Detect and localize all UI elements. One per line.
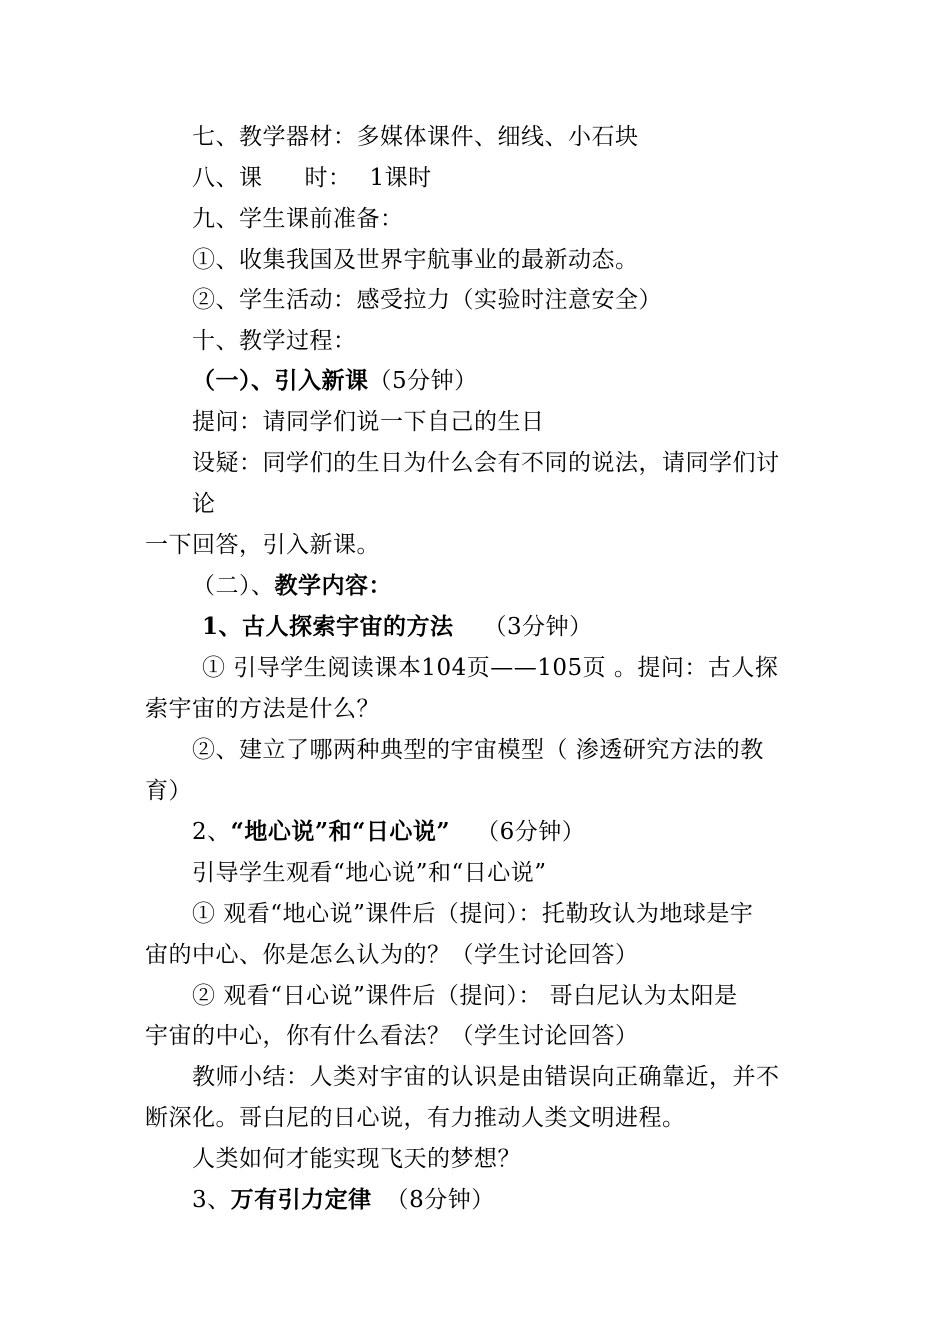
line-equipment — [192, 122, 639, 152]
topic-2-number: 2、 — [192, 819, 231, 845]
line-topic-1-step-2-cont — [145, 776, 192, 806]
topic-2-title: “地心说”和“日心说” — [230, 818, 451, 845]
topic-3-title: 万有引力定律 — [230, 1186, 372, 1213]
section-intro-duration: （5分钟） — [368, 368, 478, 394]
section-content-prefix: （二）、 — [192, 573, 275, 599]
doubt-text-cont: 论 — [192, 491, 216, 517]
line-topic-2 — [192, 817, 585, 847]
topic-3-number: 3、 — [192, 1187, 231, 1213]
line-topic-2-step-2 — [192, 981, 738, 1011]
topic-1-step-2-cont: 育） — [145, 778, 192, 804]
line-topic-1-step-1-cont — [145, 694, 380, 724]
doubt-text: 设疑：同学们的生日为什么会有不同的说法，请同学们讨 — [192, 450, 780, 476]
topic-2-duration: （6分钟） — [476, 819, 586, 845]
line-flying-dream — [192, 1144, 521, 1174]
section-intro-title: （一）、引入新课 — [192, 367, 369, 394]
line-section-content — [192, 571, 392, 601]
line-topic-3 — [192, 1185, 495, 1215]
line-topic-1 — [202, 612, 593, 642]
line-prep-item-2 — [192, 285, 662, 315]
line-student-prep — [192, 204, 404, 234]
topic-2-step-1: ① 观看“地心说”课件后（提问）：托勒玫认为地球是宇 — [192, 901, 754, 927]
line-answer — [145, 530, 380, 560]
line-doubt — [192, 448, 780, 478]
teacher-summary: 教师小结：人类对宇宙的认识是由错误向正确靠近，并不 — [192, 1064, 780, 1090]
class-hours-label-2: 时： — [304, 165, 352, 191]
topic-1-step-1: ① 引导学生阅读课本104页——105页 。提问：古人探 — [202, 655, 779, 681]
line-topic-2-step-1-cont — [145, 940, 639, 970]
class-hours-label: 八、课 — [192, 165, 263, 191]
flying-dream-question: 人类如何才能实现飞天的梦想？ — [192, 1146, 521, 1172]
teacher-summary-cont: 断深化。哥白尼的日心说，有力推动人类文明进程。 — [145, 1105, 686, 1131]
topic-2-guide: 引导学生观看“地心说”和“日心说” — [192, 860, 547, 886]
answer-text: 一下回答，引入新课。 — [145, 532, 380, 558]
section-content-title: 教学内容： — [274, 572, 392, 599]
question-text: 提问：请同学们说一下自己的生日 — [192, 409, 545, 435]
line-topic-1-step-2 — [192, 735, 764, 765]
line-question — [192, 407, 545, 437]
line-topic-2-step-2-cont — [145, 1021, 639, 1051]
line-section-intro — [192, 366, 478, 396]
topic-1-step-2: ②、建立了哪两种典型的宇宙模型（ 渗透研究方法的教 — [192, 737, 764, 763]
topic-2-step-2-cont: 宇宙的中心，你有什么看法？（学生讨论回答） — [145, 1023, 639, 1049]
topic-1-duration: （3分钟） — [483, 614, 593, 640]
topic-3-duration: （8分钟） — [385, 1187, 495, 1213]
class-hours-value: 1课时 — [369, 165, 432, 191]
prep-item-1: ①、收集我国及世界宇航事业的最新动态。 — [192, 247, 639, 273]
line-topic-1-step-1 — [202, 653, 778, 683]
topic-2-step-1-cont: 宙的中心、你是怎么认为的？（学生讨论回答） — [145, 942, 639, 968]
topic-2-step-2: ② 观看“日心说”课件后（提问）： 哥白尼认为太阳是 — [192, 983, 738, 1009]
topic-1-title: 1、古人探索宇宙的方法 — [202, 613, 454, 640]
equipment-text: 七、教学器材：多媒体课件、细线、小石块 — [192, 124, 639, 150]
line-teacher-summary — [192, 1062, 780, 1092]
line-topic-2-step-1 — [192, 899, 753, 929]
topic-1-step-1-cont: 索宇宙的方法是什么？ — [145, 696, 380, 722]
line-class-hours — [192, 163, 432, 193]
teaching-process-heading: 十、教学过程： — [192, 328, 357, 354]
line-topic-2-guide — [192, 858, 547, 888]
line-teacher-summary-cont — [145, 1103, 686, 1133]
line-prep-item-1 — [192, 245, 639, 275]
student-prep-heading: 九、学生课前准备： — [192, 206, 404, 232]
line-teaching-process — [192, 326, 357, 356]
prep-item-2: ②、学生活动：感受拉力（实验时注意安全） — [192, 287, 662, 313]
line-doubt-cont — [192, 489, 216, 519]
